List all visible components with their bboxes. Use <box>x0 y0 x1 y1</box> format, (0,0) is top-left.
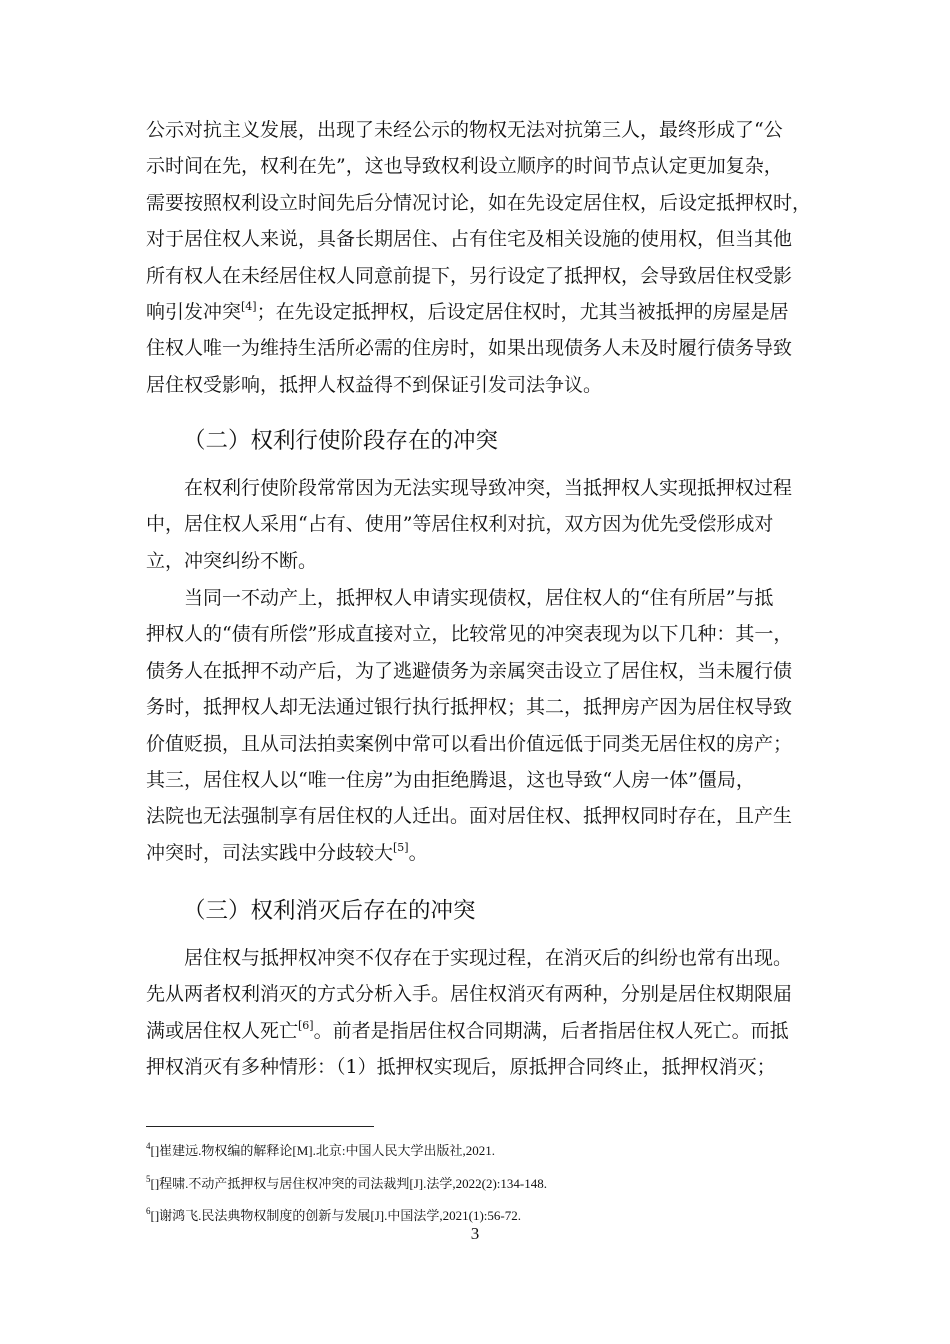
footnote-number: 5 <box>146 1174 151 1184</box>
text-line: 法院也无法强制享有居住权的人迁出。面对居住权、抵押权同时存在，且产生 <box>146 805 793 828</box>
paragraph-1 <box>146 112 812 403</box>
footnote-separator <box>146 1126 374 1127</box>
text-line: 当同一不动产上，抵押权人申请实现债权，居住权人的“住有所居”与抵 <box>184 587 774 609</box>
text-line: 先从两者权利消灭的方式分析入手。居住权消灭有两种，分别是居住权期限届 <box>146 983 793 1006</box>
footnote <box>146 1205 521 1224</box>
text-segment: 冲突时，司法实践中分歧较大 <box>146 841 394 864</box>
text-line <box>146 294 806 330</box>
page-number: 3 <box>470 1224 480 1243</box>
text-line: 居住权受影响，抵押人权益得不到保证引发司法争议。 <box>146 373 603 396</box>
text-line <box>146 1013 806 1049</box>
text-line: 公示对抗主义发展，出现了未经公示的物权无法对抗第三人，最终形成了“公 <box>146 119 783 141</box>
text-segment: 满或居住权人死亡 <box>146 1019 299 1042</box>
citation-ref: [5] <box>393 840 409 854</box>
footnote-text: []崔建远.物权编的解释论[M].北京:中国人民大学出版社,2021. <box>150 1143 495 1158</box>
text-line: 押权人的“债有所偿”形成直接对立，比较常见的冲突表现为以下几种：其一， <box>146 623 793 646</box>
text-line: 示时间在先，权利在先”，这也导致权利设立顺序的时间节点认定更加复杂， <box>146 155 783 178</box>
citation-ref: [4] <box>241 299 257 313</box>
footnote-number: 6 <box>146 1206 151 1216</box>
text-line: 所有权人在未经居住权人同意前提下，另行设定了抵押权，会导致居住权受影 <box>146 264 793 287</box>
text-line: 债务人在抵押不动产后，为了逃避债务为亲属突击设立了居住权，当未履行债 <box>146 659 793 682</box>
text-line: 务时，抵押权人却无法通过银行执行抵押权；其二，抵押房产因为居住权导致 <box>146 696 793 719</box>
text-line: 居住权与抵押权冲突不仅存在于实现过程，在消灭后的纠纷也常有出现。 <box>184 947 793 969</box>
text-line: 在权利行使阶段常常因为无法实现导致冲突，当抵押权人实现抵押权过程 <box>184 477 793 499</box>
footnote <box>146 1173 547 1192</box>
paragraph-3 <box>146 580 806 871</box>
text-line: 住权人唯一为维持生活所必需的住房时，如果出现债务人未及时履行债务导致 <box>146 337 793 360</box>
text-line: 对于居住权人来说，具备长期居住、占有住宅及相关设施的使用权，但当其他 <box>146 228 793 251</box>
section-heading: （二）权利行使阶段存在的冲突 <box>183 428 499 454</box>
text-segment: 响引发冲突 <box>146 300 242 323</box>
paragraph-4 <box>146 940 806 1086</box>
text-line: 押权消灭有多种情形：（1）抵押权实现后，原抵押合同终止，抵押权消灭； <box>146 1056 776 1079</box>
text-line: 价值贬损，且从司法拍卖案例中常可以看出价值远低于同类无居住权的房产； <box>146 732 793 755</box>
text-segment: ；在先设定抵押权，后设定居住权时，尤其当被抵押的房屋是居 <box>256 300 789 323</box>
paragraph-2 <box>146 470 806 579</box>
text-line: 中，居住权人采用“占有、使用”等居住权利对抗，双方因为优先受偿形成对 <box>146 513 774 536</box>
text-segment: 。 <box>408 841 428 864</box>
footnote-text: []谢鸿飞.民法典物权制度的创新与发展[J].中国法学,2021(1):56-72. <box>150 1208 521 1223</box>
text-line: 需要按照权利设立时间先后分情况讨论，如在先设定居住权，后设定抵押权时， <box>146 191 812 214</box>
footnote <box>146 1140 495 1159</box>
footnote-text: []程啸.不动产抵押权与居住权冲突的司法裁判[J].法学,2022(2):134-148. <box>150 1176 547 1191</box>
section-heading: （三）权利消灭后存在的冲突 <box>183 898 476 924</box>
text-segment: 。前者是指居住权合同期满，后者指居住权人死亡。而抵 <box>313 1019 789 1042</box>
text-line: 立，冲突纠纷不断。 <box>146 549 318 572</box>
footnote-number: 4 <box>146 1141 151 1151</box>
citation-ref: [6] <box>298 1018 314 1032</box>
text-line: 其三，居住权人以“唯一住房”为由拒绝腾退，这也导致“人房一体”僵局， <box>146 768 755 791</box>
text-line <box>146 835 806 871</box>
